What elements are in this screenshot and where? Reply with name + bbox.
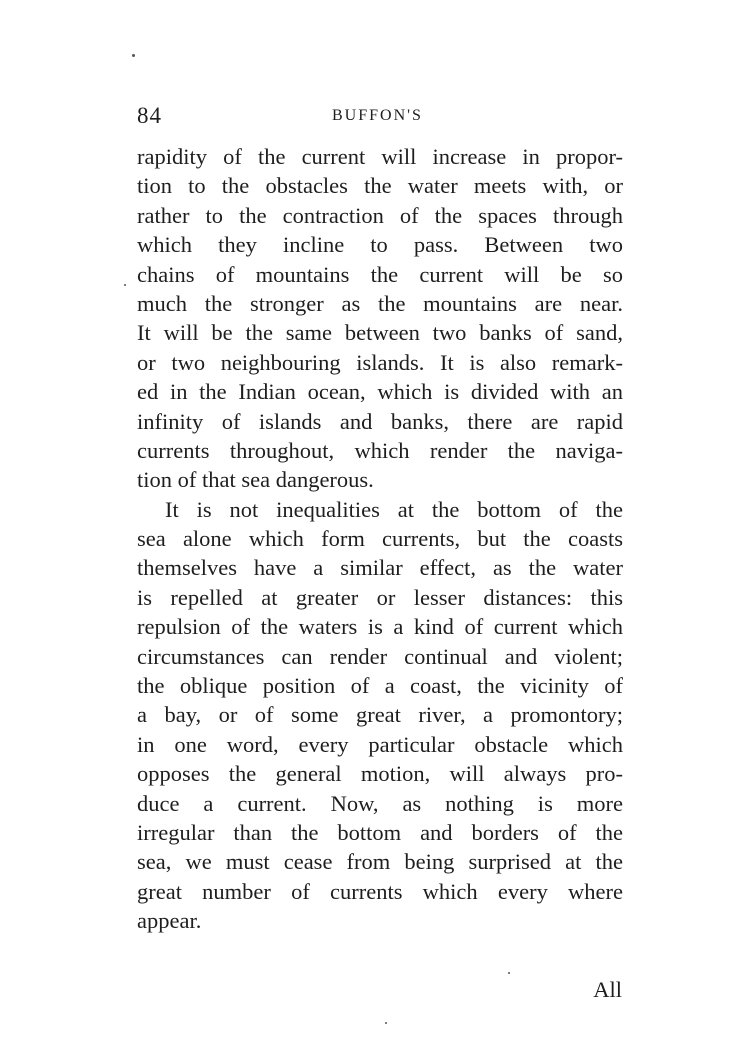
text-line: It will be the same between two banks of sand,: [137, 320, 623, 346]
text-line: rather to the contraction of the spaces through: [137, 202, 623, 228]
page-header: [137, 103, 623, 133]
ink-speck: [132, 54, 135, 57]
text-line: repulsion of the waters is a kind of current which: [137, 614, 623, 640]
body-text: [137, 142, 623, 936]
text-line: which they incline to pass. Between two: [137, 232, 623, 258]
ink-speck: [385, 1022, 387, 1024]
text-line: a bay, or of some great river, a promontory;: [137, 702, 623, 728]
text-line: chains of mountains the current will be so: [137, 261, 623, 287]
running-head: BUFFON'S: [332, 107, 423, 124]
catchword: All: [593, 977, 622, 1002]
text-line: appear.: [137, 908, 202, 934]
text-line: infinity of islands and banks, there are rapid: [137, 408, 623, 434]
text-line: sea, we must cease from being surprised at the: [137, 849, 623, 875]
text-line: It is not inequalities at the bottom of the: [165, 496, 623, 522]
text-line: rapidity of the current will increase in propor-: [137, 144, 623, 169]
text-line: in one word, every particular obstacle which: [137, 731, 623, 757]
ink-speck: [508, 972, 510, 974]
text-line: opposes the general motion, will always pro-: [137, 761, 623, 787]
text-line: much the stronger as the mountains are near.: [137, 290, 623, 316]
text-line: or two neighbouring islands. It is also remark-: [137, 349, 623, 375]
text-line: great number of currents which every where: [137, 878, 623, 904]
text-line: circumstances can render continual and violent;: [137, 643, 623, 669]
text-line: duce a current. Now, as nothing is more: [137, 790, 623, 816]
text-line: tion of that sea dangerous.: [137, 467, 374, 493]
ink-speck: [124, 284, 126, 286]
text-line: is repelled at greater or lesser distances: this: [137, 584, 623, 610]
text-line: ed in the Indian ocean, which is divided with an: [137, 379, 623, 405]
text-line: themselves have a similar effect, as the water: [137, 555, 623, 581]
page-number: 84: [137, 103, 162, 128]
paragraph-1: [137, 142, 623, 495]
text-line: the oblique position of a coast, the vicinity of: [137, 673, 623, 699]
text-line: irregular than the bottom and borders of the: [137, 819, 623, 845]
text-line: sea alone which form currents, but the coasts: [137, 526, 623, 552]
paragraph-2: [137, 495, 623, 936]
text-line: currents throughout, which render the naviga-: [137, 437, 623, 463]
text-line: tion to the obstacles the water meets with, or: [137, 173, 623, 199]
